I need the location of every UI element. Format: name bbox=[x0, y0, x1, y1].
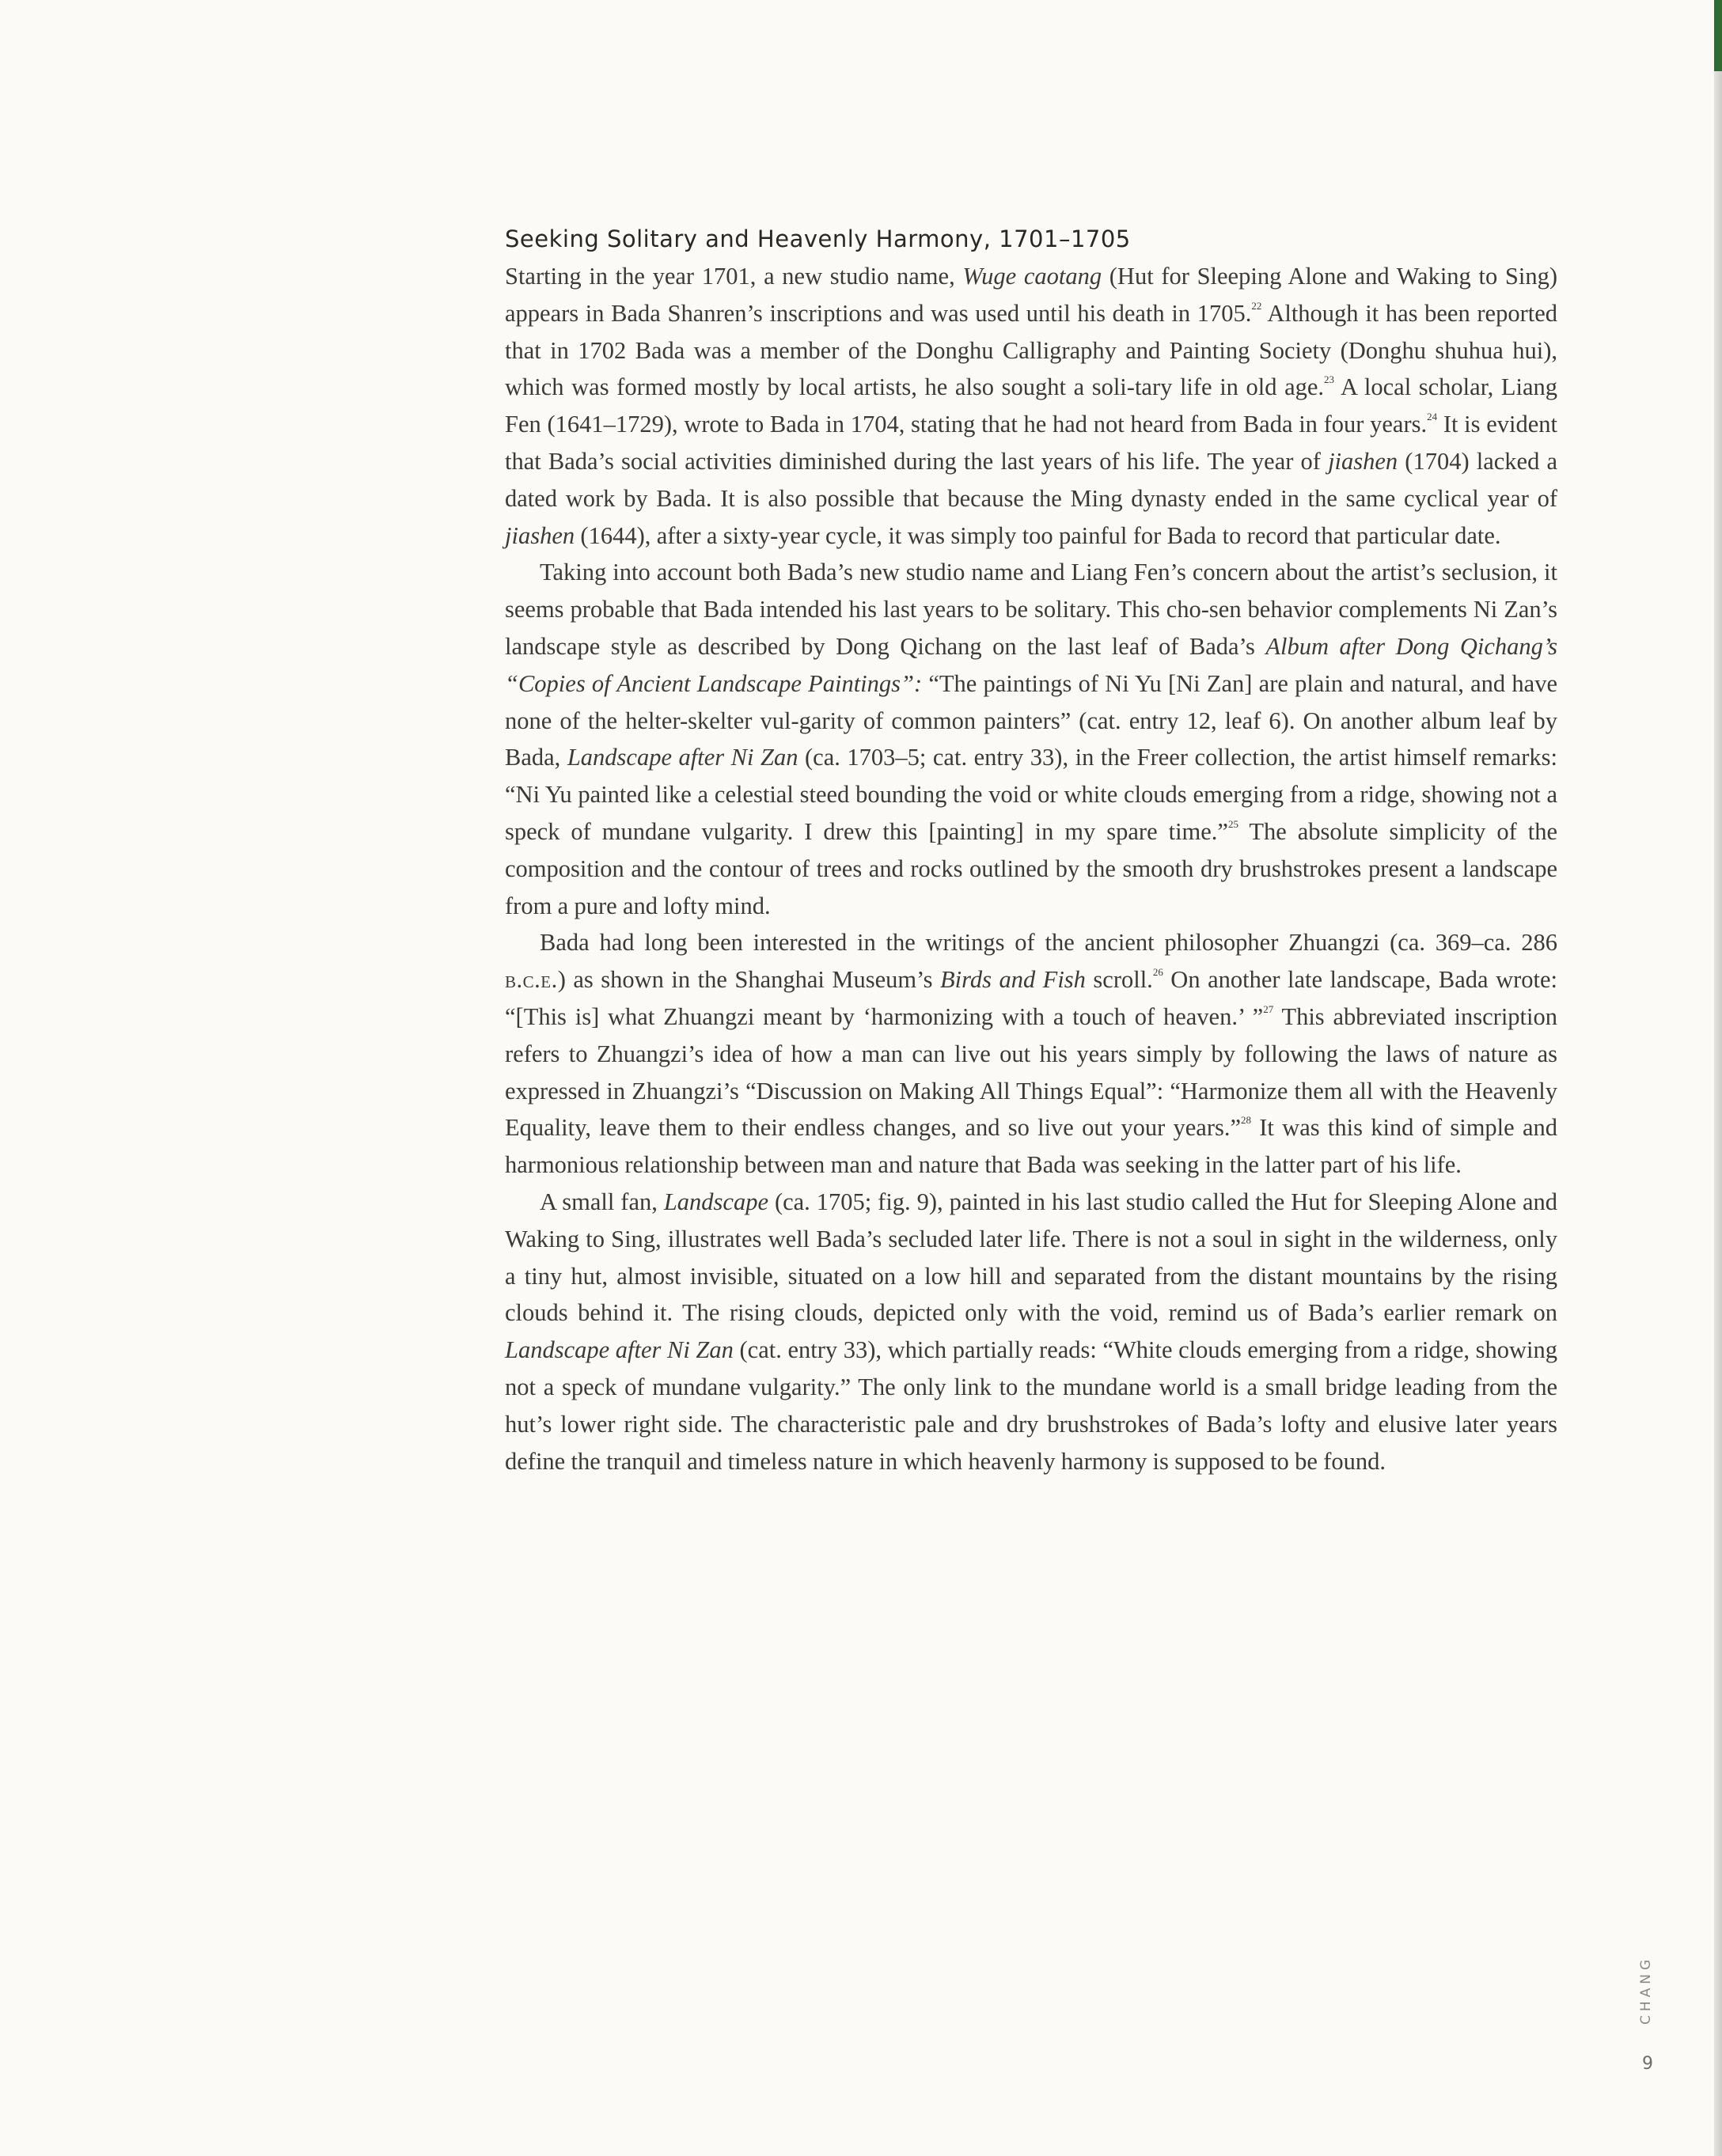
text-run: Bada had long been interested in the writings of the ancient philosopher Zhuangzi (ca. 369–ca. 286 bbox=[540, 929, 1557, 957]
era-abbreviation: b.c.e. bbox=[505, 966, 558, 994]
text-run: (ca. 1703–5; cat. entry 33), in the Freer collection, the artist himself remarks: “Ni Yu painted like a celestial steed bounding the void or white clouds emerging from a ridge, showing not a speck of mundane vulgarity. I drew this [painting] in my spare time.” bbox=[505, 744, 1557, 845]
text-run: (Hut for Sleeping Alone and Waking to Sing) appears in Bada Shanren’s inscriptions and was used until his death in 1705. bbox=[505, 263, 1557, 327]
text-run: This abbreviated inscription refers to Zhuangzi’s idea of how a man can live out his years simply by following the laws of nature as expressed in Zhuangzi’s “Discussion on Making All Things Equal”: “Harmonize them all with the Heavenly Equality, leave them to their endless changes, and so live out your years.” bbox=[505, 1002, 1557, 1142]
italic-title: Landscape after Ni Zan bbox=[567, 744, 798, 771]
text-run: Although it has been reported that in 1702 Bada was a member of the Donghu Calligraphy and Painting Society (Donghu shuhua hui), which was formed mostly by local artists, he also sought a soli-tary life in old age. bbox=[505, 299, 1557, 401]
footnote-ref: 22 bbox=[1251, 299, 1262, 312]
italic-title: Landscape bbox=[663, 1188, 768, 1215]
text-run: (cat. entry 33), which partially reads: “White clouds emerging from a ridge, showing not a speck of mundane vulgarity.” The only link to the mundane world is a small bridge leading from the hut’s lower right side. The characteristic pale and dry brushstrokes of Bada’s lofty and elusive later years define the tranquil and timeless nature in which heavenly harmony is supposed to be found. bbox=[505, 1336, 1557, 1475]
paragraph-2 bbox=[505, 554, 1557, 924]
footnote-ref: 26 bbox=[1152, 966, 1163, 979]
footnote-ref: 28 bbox=[1241, 1114, 1252, 1127]
italic-title: Birds and Fish bbox=[939, 966, 1086, 994]
footnote-ref: 23 bbox=[1324, 373, 1335, 386]
paragraph-1 bbox=[505, 258, 1557, 554]
text-run: ) as shown in the Shanghai Museum’s bbox=[557, 966, 940, 994]
footnote-ref: 25 bbox=[1227, 817, 1238, 830]
running-head-author: CHANG bbox=[1638, 1955, 1654, 2025]
italic-title: Album after Dong Qichang’s “Copies of Ancient Landscape Paintings”: bbox=[505, 632, 1557, 697]
footnote-ref: 27 bbox=[1263, 1002, 1274, 1015]
page-number: 9 bbox=[1642, 2054, 1653, 2074]
text-run: It is evident that Bada’s social activities diminished during the last years of his life. The year of bbox=[505, 411, 1557, 475]
text-run: A small fan, bbox=[540, 1188, 664, 1215]
text-run: Taking into account both Bada’s new studio name and Liang Fen’s concern about the artist’s seclusion, it seems probable that Bada intended his last years to be solitary. This cho-sen behavior complements Ni Zan’s landscape style as described by Dong Qichang on the last leaf of Bada’s bbox=[505, 559, 1557, 660]
italic-title: jiashen bbox=[1328, 447, 1398, 475]
page-edge bbox=[1714, 0, 1722, 2156]
italic-title: Wuge caotang bbox=[962, 263, 1102, 290]
section-heading: Seeking Solitary and Heavenly Harmony, 1701–1705 bbox=[505, 225, 1131, 252]
text-run: A local scholar, Liang Fen (1641–1729), wrote to Bada in 1704, stating that he had not heard from Bada in four years. bbox=[505, 373, 1557, 438]
italic-title: jiashen bbox=[505, 521, 575, 549]
text-run: (ca. 1705; fig. 9), painted in his last studio called the Hut for Sleeping Alone and Waking to Sing, illustrates well Bada’s secluded later life. There is not a soul in sight in the wilderness, only a tiny hut, almost invisible, situated on a low hill and separated from the distant mountains by the rising clouds behind it. The rising clouds, depicted only with the void, remind us of Bada’s earlier remark on bbox=[505, 1188, 1557, 1327]
paragraph-3 bbox=[505, 924, 1557, 1184]
text-run: scroll. bbox=[1085, 966, 1153, 994]
paragraph-4 bbox=[505, 1184, 1557, 1480]
page-tab-marker bbox=[1714, 0, 1722, 71]
text-run: (1644), after a sixty-year cycle, it was simply too painful for Bada to record that particular date. bbox=[575, 521, 1501, 549]
text-run: It was this kind of simple and harmonious relationship between man and nature that Bada was seeking in the latter part of his life. bbox=[505, 1114, 1557, 1179]
text-run: On another late landscape, Bada wrote: “[This is] what Zhuangzi meant by ‘harmonizing with a touch of heaven.’ ” bbox=[505, 966, 1557, 1030]
text-run: (1704) lacked a dated work by Bada. It is also possible that because the Ming dynasty ended in the same cyclical year of bbox=[505, 447, 1557, 512]
text-run: “The paintings of Ni Yu [Ni Zan] are plain and natural, and have none of the helter-skelter vul-garity of common painters” (cat. entry 12, leaf 6). On another album leaf by Bada, bbox=[505, 669, 1557, 771]
italic-title: Landscape after Ni Zan bbox=[505, 1336, 734, 1364]
footnote-ref: 24 bbox=[1427, 411, 1438, 423]
text-run: The absolute simplicity of the composition and the contour of trees and rocks outlined by the smooth dry brushstrokes present a landscape from a pure and lofty mind. bbox=[505, 817, 1557, 919]
text-run: Starting in the year 1701, a new studio name, bbox=[505, 263, 963, 290]
article-body bbox=[505, 223, 1557, 1480]
